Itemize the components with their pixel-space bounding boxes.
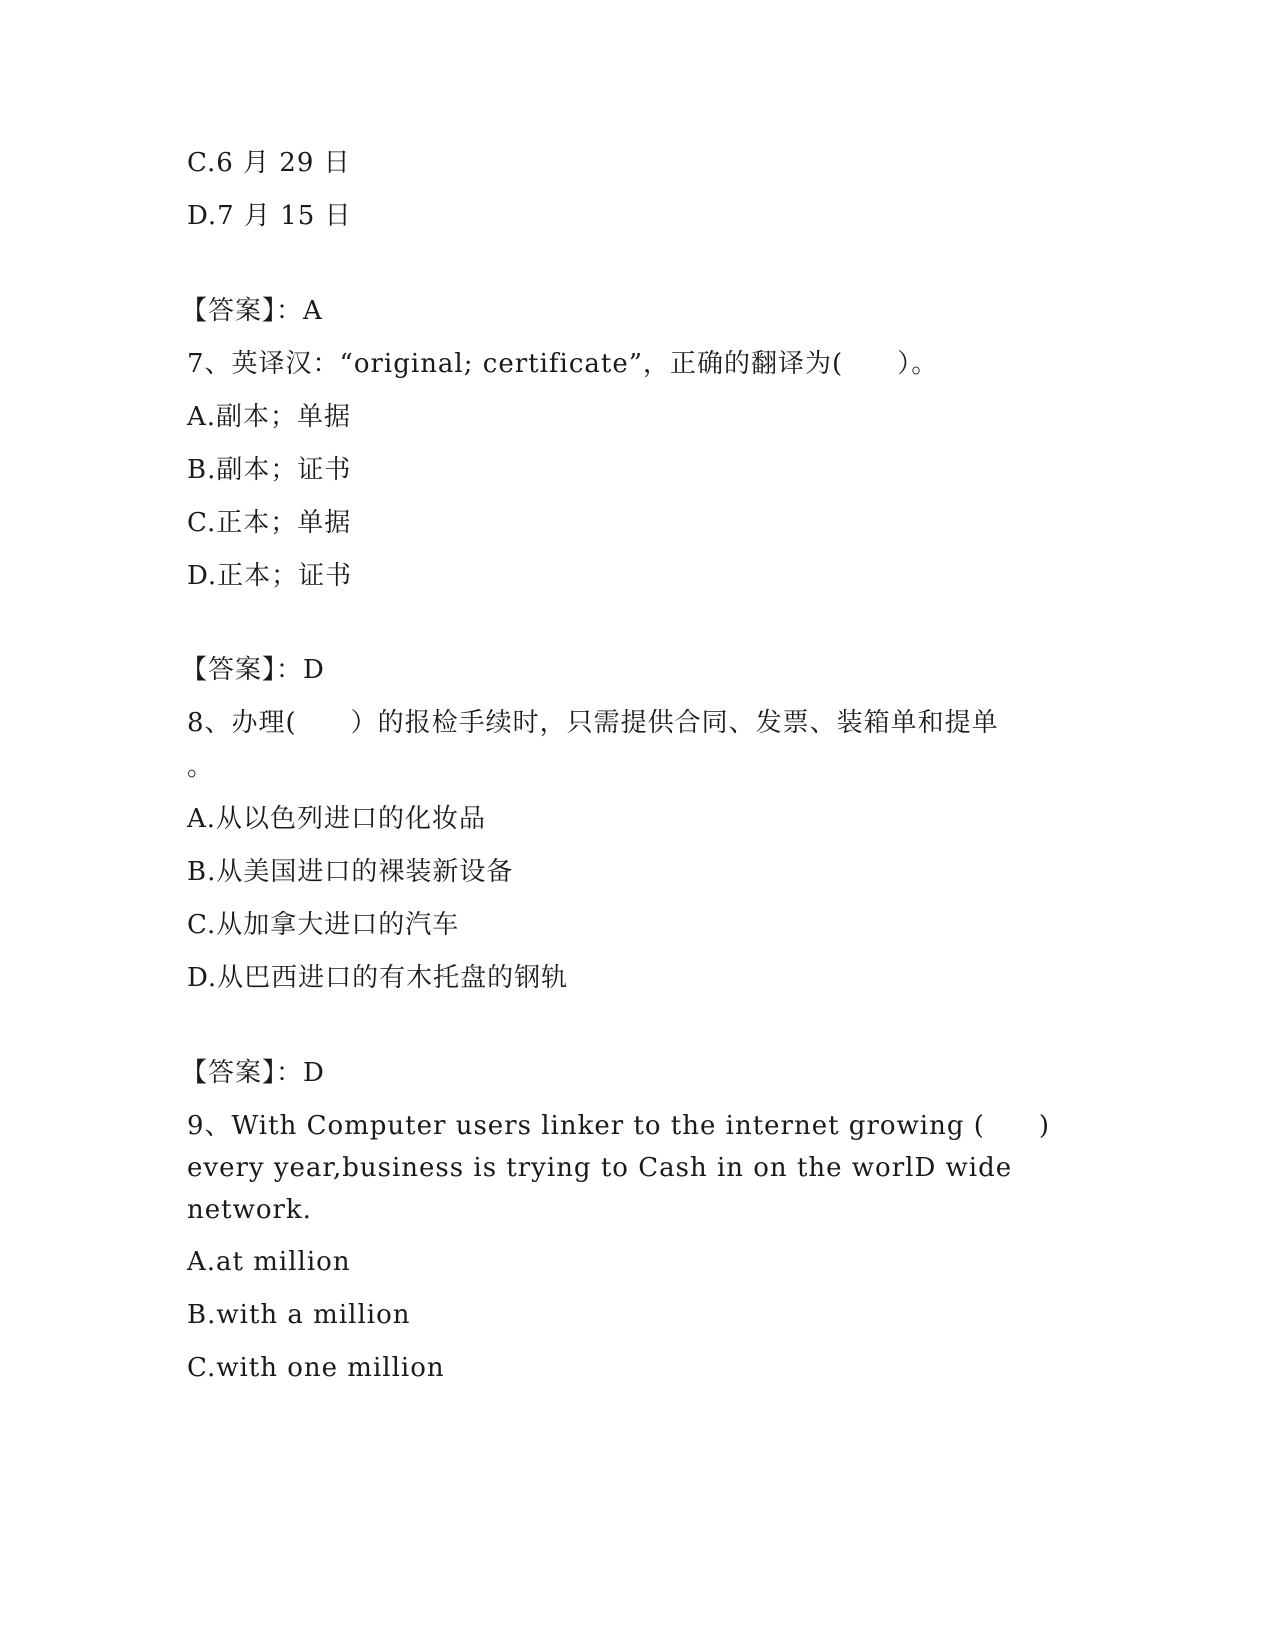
question-9-stem-line1: 9、With Computer users linker to the internet growing ( ) xyxy=(187,1111,1051,1141)
option-c: C.6 月 29 日 xyxy=(187,148,351,178)
q9-option-c: C.with one million xyxy=(187,1353,445,1383)
q8-option-d: D.从巴西进口的有木托盘的钢轨 xyxy=(187,963,569,993)
q7-option-c: C.正本；单据 xyxy=(187,508,352,538)
q9-option-a: A.at million xyxy=(187,1247,351,1277)
question-8-stem-line2: 。 xyxy=(187,752,215,782)
question-7-stem: 7、英译汉：“original; certificate”，正确的翻译为( ）。 xyxy=(187,349,939,379)
question-9-stem-line3: network. xyxy=(187,1195,312,1225)
q9-option-b: B.with a million xyxy=(187,1300,411,1330)
question-9-stem-line2: every year,business is trying to Cash in on the worlD wide xyxy=(187,1153,1013,1183)
answer-label: 【答案】：A xyxy=(181,296,323,326)
q7-answer: 【答案】：D xyxy=(181,655,325,685)
q8-option-a: A.从以色列进口的化妆品 xyxy=(187,804,487,834)
q8-option-b: B.从美国进口的裸装新设备 xyxy=(187,857,514,887)
q7-option-b: B.副本；证书 xyxy=(187,455,352,485)
q8-answer: 【答案】：D xyxy=(181,1058,325,1088)
q8-option-c: C.从加拿大进口的汽车 xyxy=(187,910,460,940)
question-8-stem-line1: 8、办理( ）的报检手续时，只需提供合同、发票、装箱单和提单 xyxy=(187,708,999,738)
q7-option-d: D.正本；证书 xyxy=(187,561,353,591)
q7-option-a: A.副本；单据 xyxy=(187,402,352,432)
option-d: D.7 月 15 日 xyxy=(187,201,352,231)
